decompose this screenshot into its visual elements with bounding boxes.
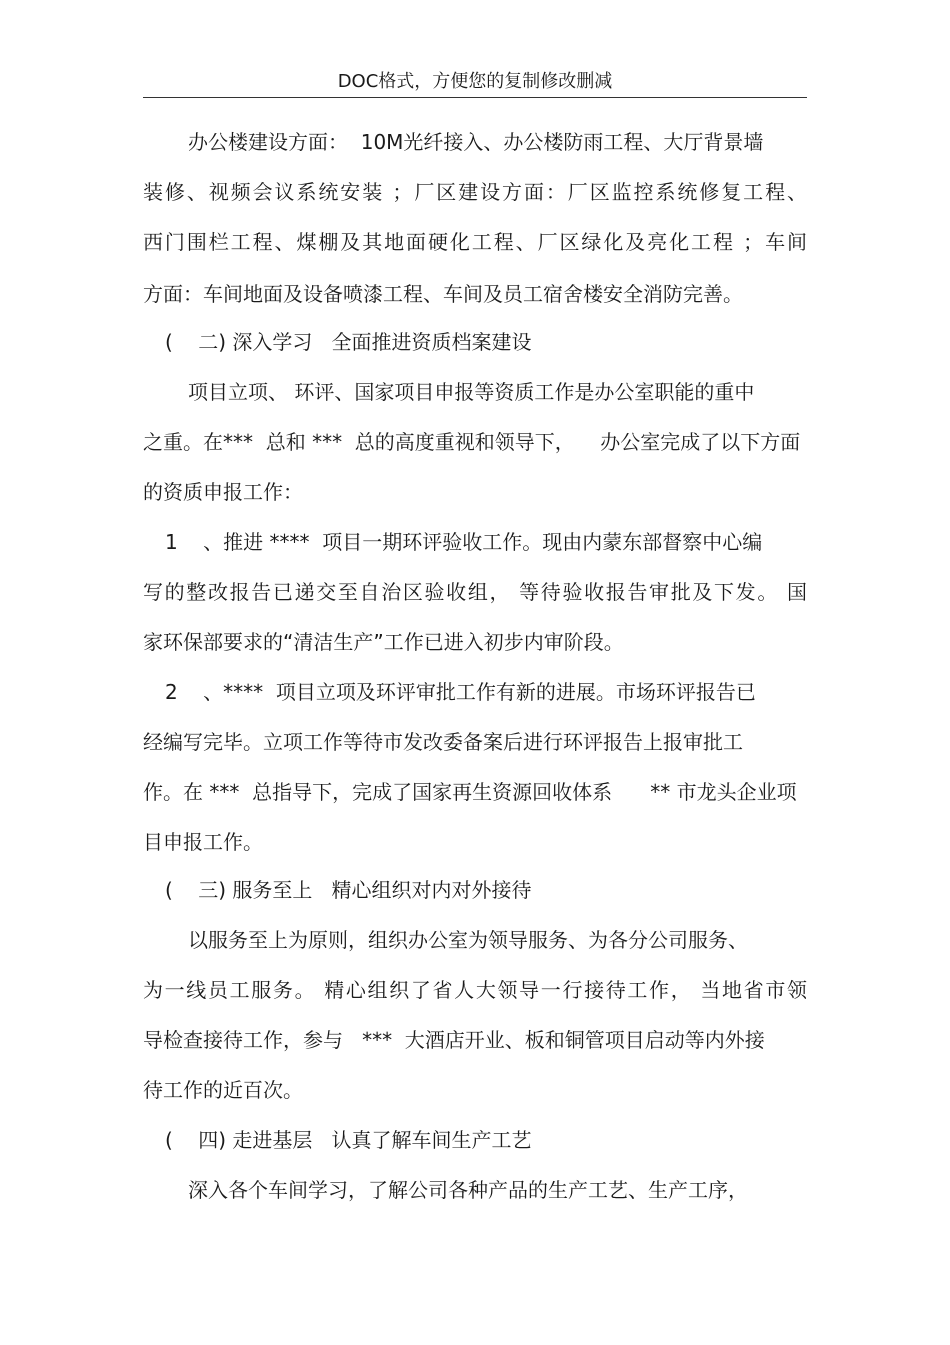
paragraph-line: 导检查接待工作，参与 *** 大酒店开业、板和铜管项目启动等内外接 <box>143 1028 765 1052</box>
paragraph-line: 目申报工作。 <box>143 830 263 854</box>
paragraph-line: 的资质申报工作： <box>143 480 303 504</box>
paragraph-line: 方面：车间地面及设备喷漆工程、车间及员工宿舍楼安全消防完善。 <box>143 282 743 306</box>
paragraph-line: 为一线员工服务。 精心组织了省人大领导一行接待工作， 当地省市领 <box>143 978 807 1002</box>
paragraph-line: 待工作的近百次。 <box>143 1078 303 1102</box>
page-header: DOC格式，方便您的复制修改删减 <box>337 71 613 92</box>
paragraph-line: 家环保部要求的“清洁生产”工作已进入初步内审阶段。 <box>143 630 624 654</box>
paragraph-line: 写的整改报告已递交至自治区验收组， 等待验收报告审批及下发。 国 <box>143 580 807 604</box>
paragraph-line: 之重。在*** 总和 *** 总的高度重视和领导下， 办公室完成了以下方面 <box>143 430 801 454</box>
paragraph-line: 经编写完毕。立项工作等待市发改委备案后进行环评报告上报审批工 <box>143 730 743 754</box>
paragraph-line: 作。在 *** 总指导下，完成了国家再生资源回收体系 ** 市龙头企业项 <box>143 780 797 804</box>
list-item-line: 1 、推进 **** 项目一期环评验收工作。现由内蒙东部督察中心编 <box>165 530 763 554</box>
header-divider <box>143 97 807 98</box>
list-item-line: 2 、**** 项目立项及环评审批工作有新的进展。市场环评报告已 <box>165 680 756 704</box>
section-heading: ( 二) 深入学习 全面推进资质档案建设 <box>165 330 532 354</box>
section-heading: ( 三) 服务至上 精心组织对内对外接待 <box>165 878 532 902</box>
paragraph-line: 西门围栏工程、煤棚及其地面硬化工程、厂区绿化及亮化工程 ；车间 <box>143 230 807 254</box>
paragraph-line: 深入各个车间学习，了解公司各种产品的生产工艺、生产工序， <box>188 1178 748 1202</box>
section-heading: ( 四) 走进基层 认真了解车间生产工艺 <box>165 1128 532 1152</box>
paragraph-line: 装修、视频会议系统安装 ；厂区建设方面：厂区监控系统修复工程、 <box>143 180 807 204</box>
paragraph-line: 项目立项、 环评、国家项目申报等资质工作是办公室职能的重中 <box>188 380 755 404</box>
paragraph-line: 办公楼建设方面： 10M光纤接入、办公楼防雨工程、大厅背景墙 <box>188 130 764 154</box>
paragraph-line: 以服务至上为原则，组织办公室为领导服务、为各分公司服务、 <box>188 928 748 952</box>
